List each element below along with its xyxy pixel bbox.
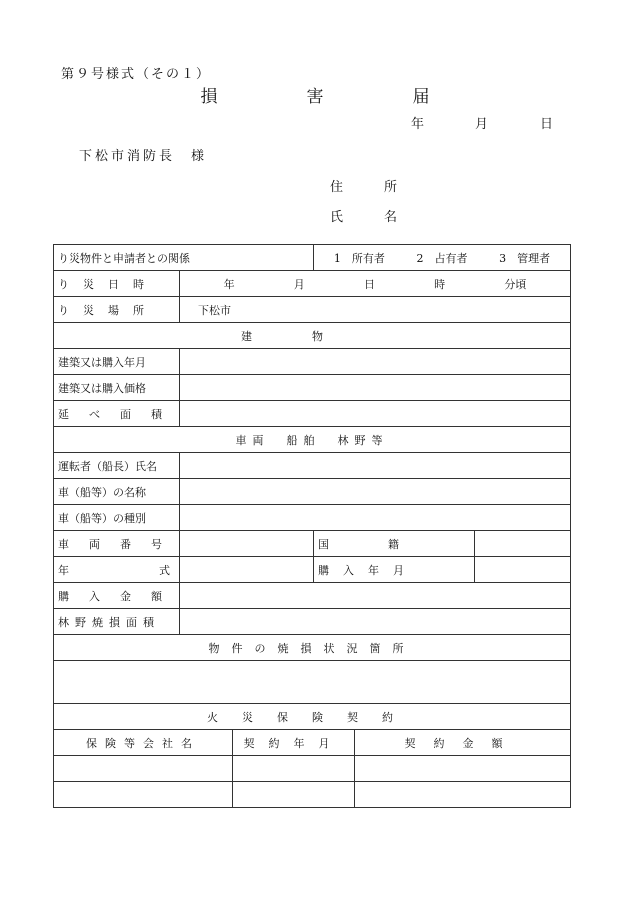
contract-amount-header: 契約金額 <box>355 730 571 756</box>
damage-report-table <box>53 244 571 808</box>
datetime-day: 日 <box>363 277 375 291</box>
relation-option-manager[interactable]: 3 管理者 <box>499 251 551 265</box>
floor-area-label: 延べ面積 <box>54 401 180 427</box>
vehicle-name-field[interactable] <box>180 479 571 505</box>
floor-area-field[interactable] <box>180 401 571 427</box>
relation-label <box>54 245 314 271</box>
datetime-year: 年 <box>223 277 235 291</box>
purchase-date-field[interactable] <box>475 557 571 583</box>
building-section-header: 建物 <box>54 323 571 349</box>
vehicle-row <box>54 583 571 609</box>
vehicle-section-row <box>54 427 571 453</box>
building-row <box>54 375 571 401</box>
building-date-field[interactable] <box>180 349 571 375</box>
disaster-datetime-field[interactable] <box>180 271 571 297</box>
purchase-date-label: 購入年月 <box>314 557 475 583</box>
date-year-label: 年 <box>411 117 425 132</box>
disaster-place-label: り災場所 <box>54 297 180 323</box>
disaster-place-row <box>54 297 571 323</box>
name-label: 氏 名 <box>330 210 412 225</box>
model-year-label: 年式 <box>54 557 180 583</box>
contract-amount-cell[interactable] <box>355 782 571 808</box>
vehicle-row <box>54 531 571 557</box>
vehicle-type-field[interactable] <box>180 505 571 531</box>
disaster-datetime-label: り災日時 <box>54 271 180 297</box>
datetime-month: 月 <box>293 277 305 291</box>
relation-option-occupant[interactable]: 2 占有者 <box>416 251 468 265</box>
purchase-amount-label: 購入金額 <box>54 583 180 609</box>
vehicle-name-label: 車（船等）の名称 <box>54 479 180 505</box>
vehicle-row <box>54 609 571 635</box>
damage-section-header: 物件の焼損状況箇所 <box>54 635 571 661</box>
building-row <box>54 349 571 375</box>
vehicle-row <box>54 505 571 531</box>
relation-option-owner[interactable]: 1 所有者 <box>333 251 385 265</box>
vehicle-number-field[interactable] <box>180 531 314 557</box>
purchase-amount-field[interactable] <box>180 583 571 609</box>
address-label: 住 所 <box>330 180 412 195</box>
building-row <box>54 401 571 427</box>
contract-amount-cell[interactable] <box>355 756 571 782</box>
disaster-place-value: 下松市 <box>198 303 231 317</box>
contract-date-header: 契約年月 <box>233 730 355 756</box>
relation-label-text: り災物件と申請者との関係 <box>58 251 190 265</box>
vehicle-number-label: 車両番号 <box>54 531 180 557</box>
date-month-label: 月 <box>475 117 489 132</box>
datetime-minute: 分頃 <box>504 277 527 291</box>
damage-row <box>54 661 571 704</box>
relation-options[interactable] <box>314 245 571 271</box>
building-price-field[interactable] <box>180 375 571 401</box>
contract-date-cell[interactable] <box>233 756 355 782</box>
forest-area-label: 林野焼損面積 <box>54 609 180 635</box>
nationality-label: 国 籍 <box>314 531 475 557</box>
datetime-hour: 時 <box>434 277 446 291</box>
insurance-section-row <box>54 704 571 730</box>
disaster-datetime-row <box>54 271 571 297</box>
insurance-company-cell[interactable] <box>54 782 233 808</box>
vehicle-row <box>54 557 571 583</box>
insurance-section-header: 火災保険契約 <box>54 704 571 730</box>
disaster-place-field[interactable] <box>180 297 571 323</box>
vehicle-row <box>54 453 571 479</box>
building-date-label: 建築又は購入年月 <box>54 349 180 375</box>
insurance-company-cell[interactable] <box>54 756 233 782</box>
insurance-row <box>54 782 571 808</box>
insurance-company-header: 保険等会社名 <box>54 730 233 756</box>
contract-date-cell[interactable] <box>233 782 355 808</box>
form-number: 第９号様式（その１） <box>61 67 212 82</box>
vehicle-type-label: 車（船等）の種別 <box>54 505 180 531</box>
building-price-label: 建築又は購入価格 <box>54 375 180 401</box>
driver-name-label: 運転者（船長）氏名 <box>54 453 180 479</box>
insurance-row <box>54 756 571 782</box>
nationality-field[interactable] <box>475 531 571 557</box>
document-title: 損 害 届 <box>200 87 466 107</box>
driver-name-field[interactable] <box>180 453 571 479</box>
vehicle-section-header: 車両 船舶 林野等 <box>54 427 571 453</box>
forest-area-field[interactable] <box>180 609 571 635</box>
addressee: 下松市消防長 様 <box>79 149 208 164</box>
building-section-row <box>54 323 571 349</box>
date-day-label: 日 <box>540 117 554 132</box>
insurance-header-row <box>54 730 571 756</box>
damage-section-row <box>54 635 571 661</box>
relation-row <box>54 245 571 271</box>
damage-description-field[interactable] <box>54 661 571 704</box>
vehicle-row <box>54 479 571 505</box>
